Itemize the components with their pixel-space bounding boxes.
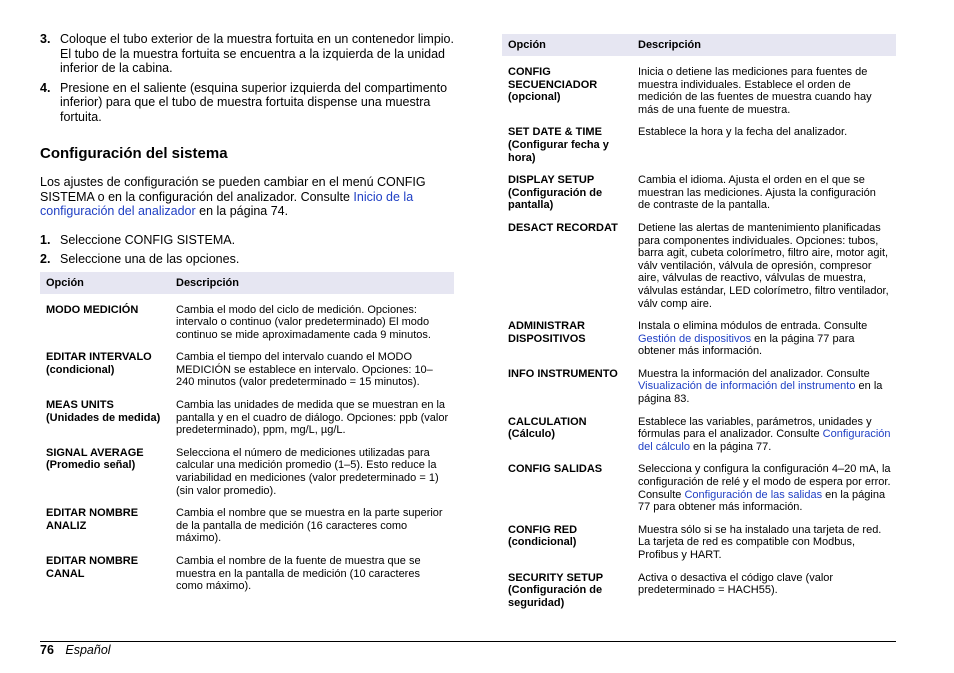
left-options-table <box>40 272 454 593</box>
option-name: DESACT RECORDAT <box>508 221 618 234</box>
step-number: 3. <box>40 32 51 46</box>
desc-text-before: Muestra la información del analizador. Consulte <box>638 367 870 380</box>
step-text: Seleccione CONFIG SISTEMA. <box>60 232 236 247</box>
header-option: Opción <box>502 34 632 56</box>
option-name: EDITAR NOMBRE ANALIZ <box>46 507 139 532</box>
footer-divider <box>40 641 896 642</box>
option-description: Inicia o detiene las mediciones para fuentes de muestra individuales. Establece el orden de medición de las fuentes de muestra cuando hay más de una fuente de muestra. <box>638 66 872 116</box>
step-number: 4. <box>40 80 51 95</box>
step-list <box>40 233 454 267</box>
option-name: MEAS UNITS (Unidades de medida) <box>46 399 161 424</box>
step-number: 2. <box>40 252 51 266</box>
header-description: Descripción <box>170 272 454 294</box>
option-name: EDITAR INTERVALO (condicional) <box>46 351 152 376</box>
option-description: Muestra sólo si se ha instalado una tarjeta de red. La tarjeta de red es compatible con Modbus, Profibus y HART. <box>638 523 882 561</box>
table-row <box>502 222 896 310</box>
section-title: Configuración del sistema <box>40 145 228 162</box>
option-name: DISPLAY SETUP (Configuración de pantalla) <box>508 174 603 212</box>
desc-text-after: en la página 77 para obtener más información. <box>638 488 886 514</box>
desc-link[interactable]: Configuración del cálculo <box>638 428 891 453</box>
table-row <box>40 399 454 437</box>
footer-language: Español <box>65 643 111 657</box>
step-4 <box>40 81 454 125</box>
option-name: INFO INSTRUMENTO <box>508 367 618 380</box>
intro-text-after: en la página 74. <box>195 204 289 218</box>
option-description: Detiene las alertas de mantenimiento planificadas para componentes individuales. Opciones: tubos, barra agit, cubeta colorímetro, filtro aire, motor agit, válv ventilación, válvula de opresión, compresor aire, válvulas de reactivo, válvulas de muestra, válvulas estándar, LED colorímetro, filtro ventilador, válv comp aire. <box>638 221 889 310</box>
option-name: ADMINISTRAR DISPOSITIVOS <box>508 320 586 345</box>
page-footer <box>40 643 111 657</box>
option-description: Cambia el nombre de la fuente de muestra que se muestra en la pantalla de medición (10 caracteres como máximo). <box>176 555 421 593</box>
option-name: MODO MEDICIÓN <box>46 303 139 316</box>
desc-text-after: en la página 77 para obtener más información. <box>638 332 855 358</box>
option-name: CONFIG SALIDAS <box>508 463 603 476</box>
step-text: Coloque el tubo exterior de la muestra fortuita en un contenedor limpio. El tubo de la muestra fortuita se encuentra a la izquierda de la unidad inferior de la cabina. <box>60 32 454 75</box>
option-description <box>632 320 896 358</box>
option-description: Establece la hora y la fecha del analizador. <box>638 126 848 139</box>
table-row <box>502 320 896 358</box>
option-description <box>632 463 896 513</box>
option-name: SET DATE & TIME (Configurar fecha y hora) <box>508 126 609 164</box>
table-row <box>502 174 896 212</box>
table-row <box>502 524 896 562</box>
header-option: Opción <box>40 272 170 294</box>
desc-text-after: en la página 77. <box>689 440 772 453</box>
right-options-table <box>502 34 896 609</box>
section-intro <box>40 175 454 219</box>
table-row <box>40 447 454 497</box>
desc-text-after: en la página 83. <box>638 380 883 406</box>
desc-link[interactable]: Configuración de las salidas <box>684 488 823 501</box>
table-row <box>40 351 454 389</box>
option-description <box>632 416 896 454</box>
step-number: 1. <box>40 232 51 247</box>
option-description <box>632 368 896 406</box>
option-description: Cambia las unidades de medida que se muestran en la pantalla y en el cuadro de diálogo. Opciones: ppb (valor predeterminado), ppm, mg/L, µg/L. <box>176 399 449 437</box>
desc-text-before: Selecciona y configura la configuración 4–20 mA, la configuración de relé y el modo de espera por error. Consulte <box>638 463 891 501</box>
option-name: EDITAR NOMBRE CANAL <box>46 555 139 580</box>
intro-link[interactable]: Inicio de la configuración del analizador <box>40 189 414 218</box>
option-name: CONFIG SECUENCIADOR (opcional) <box>508 66 598 104</box>
page-number: 76 <box>40 643 54 657</box>
option-description: Cambia el idioma. Ajusta el orden en el que se muestran las mediciones. Ajusta la configuración de contraste de la pantalla. <box>638 174 876 212</box>
intro-text-before: Los ajustes de configuración se pueden cambiar en el menú CONFIG SISTEMA o en la configuración del analizador. Consulte <box>40 175 426 204</box>
table-row <box>502 572 896 610</box>
option-name: CALCULATION (Cálculo) <box>508 415 587 441</box>
option-name: SECURITY SETUP (Configuración de seguridad) <box>508 571 603 609</box>
table-row <box>502 416 896 454</box>
table-row <box>40 555 454 593</box>
right-column <box>502 34 896 609</box>
desc-text-before: Establece las variables, parámetros, unidades y fórmulas para el analizador. Consulte <box>638 415 872 441</box>
table-row <box>502 368 896 406</box>
step-text: Seleccione una de las opciones. <box>60 252 240 266</box>
table-row <box>502 126 896 164</box>
header-description: Descripción <box>632 34 896 56</box>
table-row <box>40 507 454 545</box>
table-header-row <box>40 272 454 294</box>
table-row <box>502 463 896 513</box>
step-1 <box>40 233 454 248</box>
table-row <box>40 304 454 342</box>
desc-text-before: Instala o elimina módulos de entrada. Consulte <box>638 320 868 333</box>
option-description: Cambia el nombre que se muestra en la parte superior de la pantalla de medición (16 caracteres como máximo). <box>176 507 443 545</box>
table-row <box>502 66 896 116</box>
left-column <box>40 32 454 593</box>
desc-link[interactable]: Gestión de dispositivos <box>638 332 752 345</box>
option-description: Selecciona el número de mediciones utilizadas para calcular una medición promedio (1–5). Esto reduce la variabilidad en mediciones (valor predeterminado = 1) (sin valor promedio). <box>176 446 439 497</box>
option-description: Cambia el tiempo del intervalo cuando el MODO MEDICIÓN se establece en intervalo. Opciones: 10–240 minutos (valor predeterminado = 15 minutos). <box>176 351 433 389</box>
desc-link[interactable]: Visualización de información del instrumento <box>638 380 856 393</box>
step-3 <box>40 32 454 76</box>
option-name: CONFIG RED (condicional) <box>508 523 578 549</box>
option-description: Activa o desactiva el código clave (valor predeterminado = HACH55). <box>638 571 834 597</box>
table-header-row <box>502 34 896 56</box>
option-name: SIGNAL AVERAGE (Promedio señal) <box>46 446 144 472</box>
step-text: Presione en el saliente (esquina superior izquierda del compartimento inferior) para que el tubo de muestra fortuita dispense una muestra fortuita. <box>60 80 448 124</box>
step-2 <box>40 252 454 267</box>
option-description: Cambia el modo del ciclo de medición. Opciones: intervalo o continuo (valor predeterminado) El modo continuo se mide aproximadamente cada 9 minutos. <box>176 303 431 341</box>
